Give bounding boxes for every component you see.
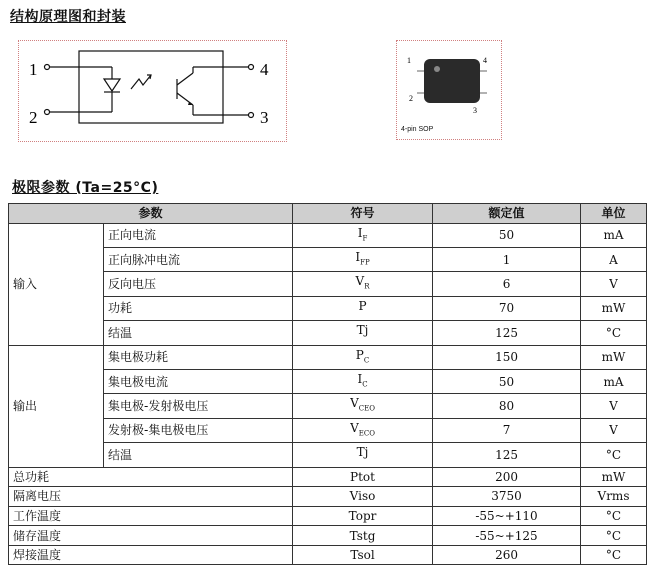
symbol-cell [293, 394, 433, 418]
symbol-cell [293, 345, 433, 369]
symbol-main: V [350, 396, 359, 411]
header-rating: 额定值 [433, 204, 581, 224]
table-row [9, 223, 647, 247]
table-header-row [9, 204, 647, 224]
symbol-cell: Tstg [293, 526, 433, 546]
param-cell: 集电极-发射极电压 [104, 394, 293, 418]
symbol-sub: C [363, 355, 370, 364]
unit-cell: mW [581, 467, 647, 487]
unit-cell: V [581, 272, 647, 296]
sop-package-illustration [397, 41, 501, 139]
group-label: 输入 [9, 223, 104, 345]
unit-cell: mA [581, 369, 647, 393]
unit-cell: mA [581, 223, 647, 247]
unit-cell: °C [581, 321, 647, 345]
rating-cell: 3750 [433, 487, 581, 507]
param-cell: 正向电流 [104, 223, 293, 247]
symbol-main: P [358, 298, 367, 313]
table-row [9, 487, 647, 507]
table-row [9, 467, 647, 487]
unit-cell: °C [581, 443, 647, 467]
absolute-max-ratings-table [8, 203, 647, 565]
unit-cell: A [581, 247, 647, 271]
pin-2-label: 2 [29, 108, 38, 127]
table-row [9, 296, 647, 320]
rating-cell: 1 [433, 247, 581, 271]
pin-1-label: 1 [29, 60, 38, 79]
package-pin-1: 1 [407, 56, 411, 65]
symbol-main: P [355, 347, 364, 362]
param-cell: 功耗 [104, 296, 293, 320]
rating-cell: 6 [433, 272, 581, 296]
symbol-sub: FP [360, 258, 370, 267]
param-cell: 集电极功耗 [104, 345, 293, 369]
symbol-main: I [355, 249, 361, 264]
symbol-cell [293, 418, 433, 442]
schematic-diagram [18, 40, 287, 142]
symbol-cell [293, 247, 433, 271]
symbol-main: I [357, 225, 363, 240]
symbol-main: Tj [356, 323, 369, 338]
table-row [9, 345, 647, 369]
table-row [9, 443, 647, 467]
rating-cell: 70 [433, 296, 581, 320]
param-cell: 结温 [104, 321, 293, 345]
symbol-sub: F [362, 233, 368, 242]
symbol-cell [293, 443, 433, 467]
symbol-cell [293, 223, 433, 247]
pin-3-label: 3 [260, 108, 269, 127]
symbol-sub: ECO [358, 429, 375, 438]
package-pin-4: 4 [483, 56, 487, 65]
param-cell: 结温 [104, 443, 293, 467]
rating-cell: 260 [433, 545, 581, 565]
symbol-cell: Viso [293, 487, 433, 507]
symbol-cell: Topr [293, 506, 433, 526]
param-cell: 集电极电流 [104, 369, 293, 393]
optocoupler-schematic [19, 41, 286, 141]
param-cell: 焊接温度 [9, 545, 293, 565]
rating-cell: 150 [433, 345, 581, 369]
param-cell: 发射极-集电极电压 [104, 418, 293, 442]
table-row [9, 369, 647, 393]
rating-cell: 125 [433, 321, 581, 345]
unit-cell: °C [581, 526, 647, 546]
param-cell: 总功耗 [9, 467, 293, 487]
symbol-main: V [355, 274, 365, 289]
header-unit: 单位 [581, 204, 647, 224]
section-title-ratings: 极限参数 (Ta=25°C) [12, 180, 159, 196]
rating-cell: 200 [433, 467, 581, 487]
symbol-cell: Ptot [293, 467, 433, 487]
symbol-cell [293, 272, 433, 296]
param-cell: 储存温度 [9, 526, 293, 546]
table-row [9, 526, 647, 546]
param-cell: 隔离电压 [9, 487, 293, 507]
package-pin-2: 2 [409, 94, 413, 103]
unit-cell: Vrms [581, 487, 647, 507]
table-body [9, 223, 647, 565]
rating-cell: 50 [433, 223, 581, 247]
pin-4-label: 4 [260, 60, 269, 79]
symbol-main: I [357, 371, 363, 386]
table-row [9, 506, 647, 526]
header-symbol: 符号 [293, 204, 433, 224]
symbol-sub: C [362, 380, 368, 389]
symbol-main: Tj [356, 445, 369, 460]
table-row [9, 545, 647, 565]
package-caption: 4-pin SOP [401, 126, 434, 133]
param-cell: 反向电压 [104, 272, 293, 296]
symbol-sub: CEO [358, 404, 375, 413]
table-row [9, 418, 647, 442]
table-row [9, 247, 647, 271]
table-row [9, 321, 647, 345]
param-cell: 正向脉冲电流 [104, 247, 293, 271]
rating-cell: 125 [433, 443, 581, 467]
symbol-cell: Tsol [293, 545, 433, 565]
unit-cell: mW [581, 296, 647, 320]
symbol-main: V [350, 420, 359, 435]
symbol-sub: R [364, 282, 370, 291]
package-image [396, 40, 502, 140]
param-cell: 工作温度 [9, 506, 293, 526]
unit-cell: mW [581, 345, 647, 369]
package-pin-3: 3 [473, 106, 477, 115]
unit-cell: °C [581, 506, 647, 526]
table-row [9, 272, 647, 296]
header-param: 参数 [9, 204, 293, 224]
symbol-cell [293, 296, 433, 320]
symbol-cell [293, 321, 433, 345]
rating-cell: 7 [433, 418, 581, 442]
unit-cell: V [581, 418, 647, 442]
unit-cell: °C [581, 545, 647, 565]
rating-cell: 80 [433, 394, 581, 418]
rating-cell: 50 [433, 369, 581, 393]
group-label: 输出 [9, 345, 104, 467]
rating-cell: -55~+125 [433, 526, 581, 546]
rating-cell: -55~+110 [433, 506, 581, 526]
table-row [9, 394, 647, 418]
section-title-structure: 结构原理图和封装 [10, 9, 126, 25]
symbol-cell [293, 369, 433, 393]
unit-cell: V [581, 394, 647, 418]
